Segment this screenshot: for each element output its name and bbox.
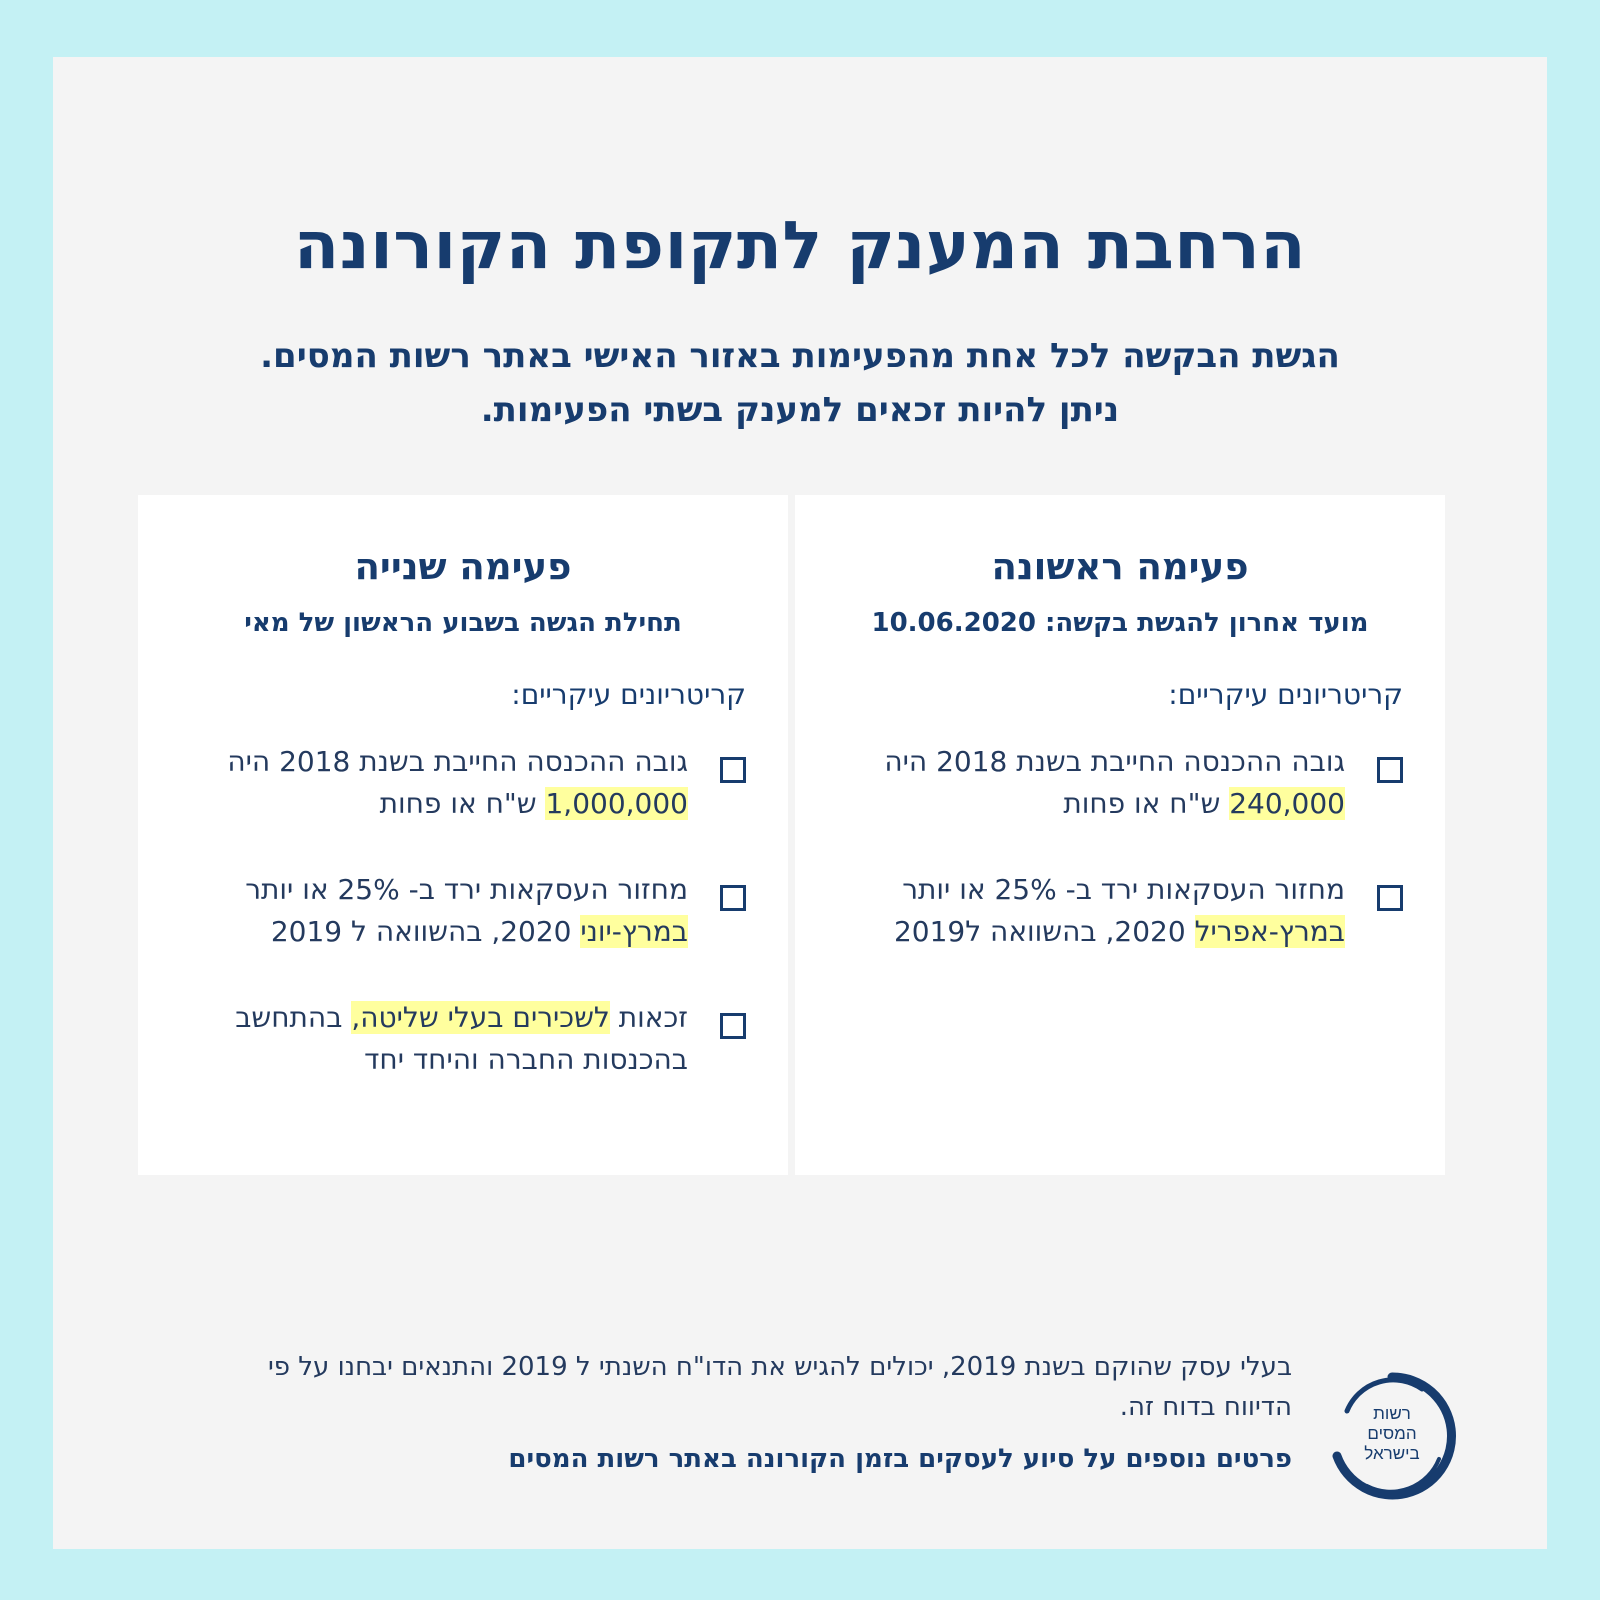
footer [192,1347,1292,1479]
highlight-period: במרץ-יוני [580,915,688,948]
page-title: הרחבת המענק לתקופת הקורונה [293,207,1307,284]
checkbox-icon [720,757,746,783]
criterion-text: זכאות לשכירים בעלי שליטה, בהתחשב בהכנסות החברה והיחד יחד [235,1001,688,1076]
subtitle-line-2: ניתן להיות זכאים למענק בשתי הפעימות. [480,390,1120,430]
highlight-amount: 240,000 [1229,787,1345,820]
second-round-criterion-turnover [180,869,746,953]
subtitle-line-1: הגשת הבקשה לכל אחת מהפעימות באזור האישי באתר רשות המסים. [260,336,1340,376]
page-subtitle [53,329,1547,437]
checkbox-icon [1377,757,1403,783]
first-round-criteria-heading: קריטריונים עיקריים: [1168,678,1403,711]
main-panel [53,57,1547,1549]
criterion-text: גובה ההכנסה החייבת בשנת 2018 היה 240,000 ש"ח או פחות [884,745,1345,820]
tax-authority-logo [1327,1371,1457,1501]
criterion-text: גובה ההכנסה החייבת בשנת 2018 היה 1,000,000 ש"ח או פחות [227,745,688,820]
checkbox-icon [720,1013,746,1039]
first-round-deadline: מועד אחרון להגשת בקשה: 10.06.2020 [871,608,1369,638]
criterion-text: מחזור העסקאות ירד ב- 25% או יותר במרץ-אפריל 2020, בהשוואה ל2019 [893,873,1345,948]
first-round-criterion-income [837,741,1403,825]
first-round-criterion-turnover [837,869,1403,953]
highlight-amount: 1,000,000 [545,787,688,820]
second-round-card [138,495,788,1175]
more-info-link[interactable]: פרטים נוספים על סיוע לעסקים בזמן הקורונה באתר רשות המסים [508,1444,1292,1474]
footer-note: בעלי עסק שהוקם בשנת 2019, יכולים להגיש את הדו"ח השנתי ל 2019 והתנאים יבחנו על פי הדיווח בדוח זה. [267,1352,1292,1422]
highlight-eligibility: לשכירים בעלי שליטה, [351,1001,610,1034]
first-round-card [795,495,1445,1175]
second-round-criterion-controlling-employees [180,997,746,1081]
second-round-start: תחילת הגשה בשבוע הראשון של מאי [244,608,682,638]
second-round-criteria-heading: קריטריונים עיקריים: [511,678,746,711]
first-round-title: פעימה ראשונה [991,545,1249,588]
checkbox-icon [1377,885,1403,911]
highlight-period: במרץ-אפריל [1194,915,1345,948]
second-round-criterion-income [180,741,746,825]
logo-text: רשות המסים בישראל [1364,1404,1420,1463]
checkbox-icon [720,885,746,911]
second-round-title: פעימה שנייה [354,545,572,588]
criterion-text: מחזור העסקאות ירד ב- 25% או יותר במרץ-יוני 2020, בהשוואה ל 2019 [245,873,688,948]
